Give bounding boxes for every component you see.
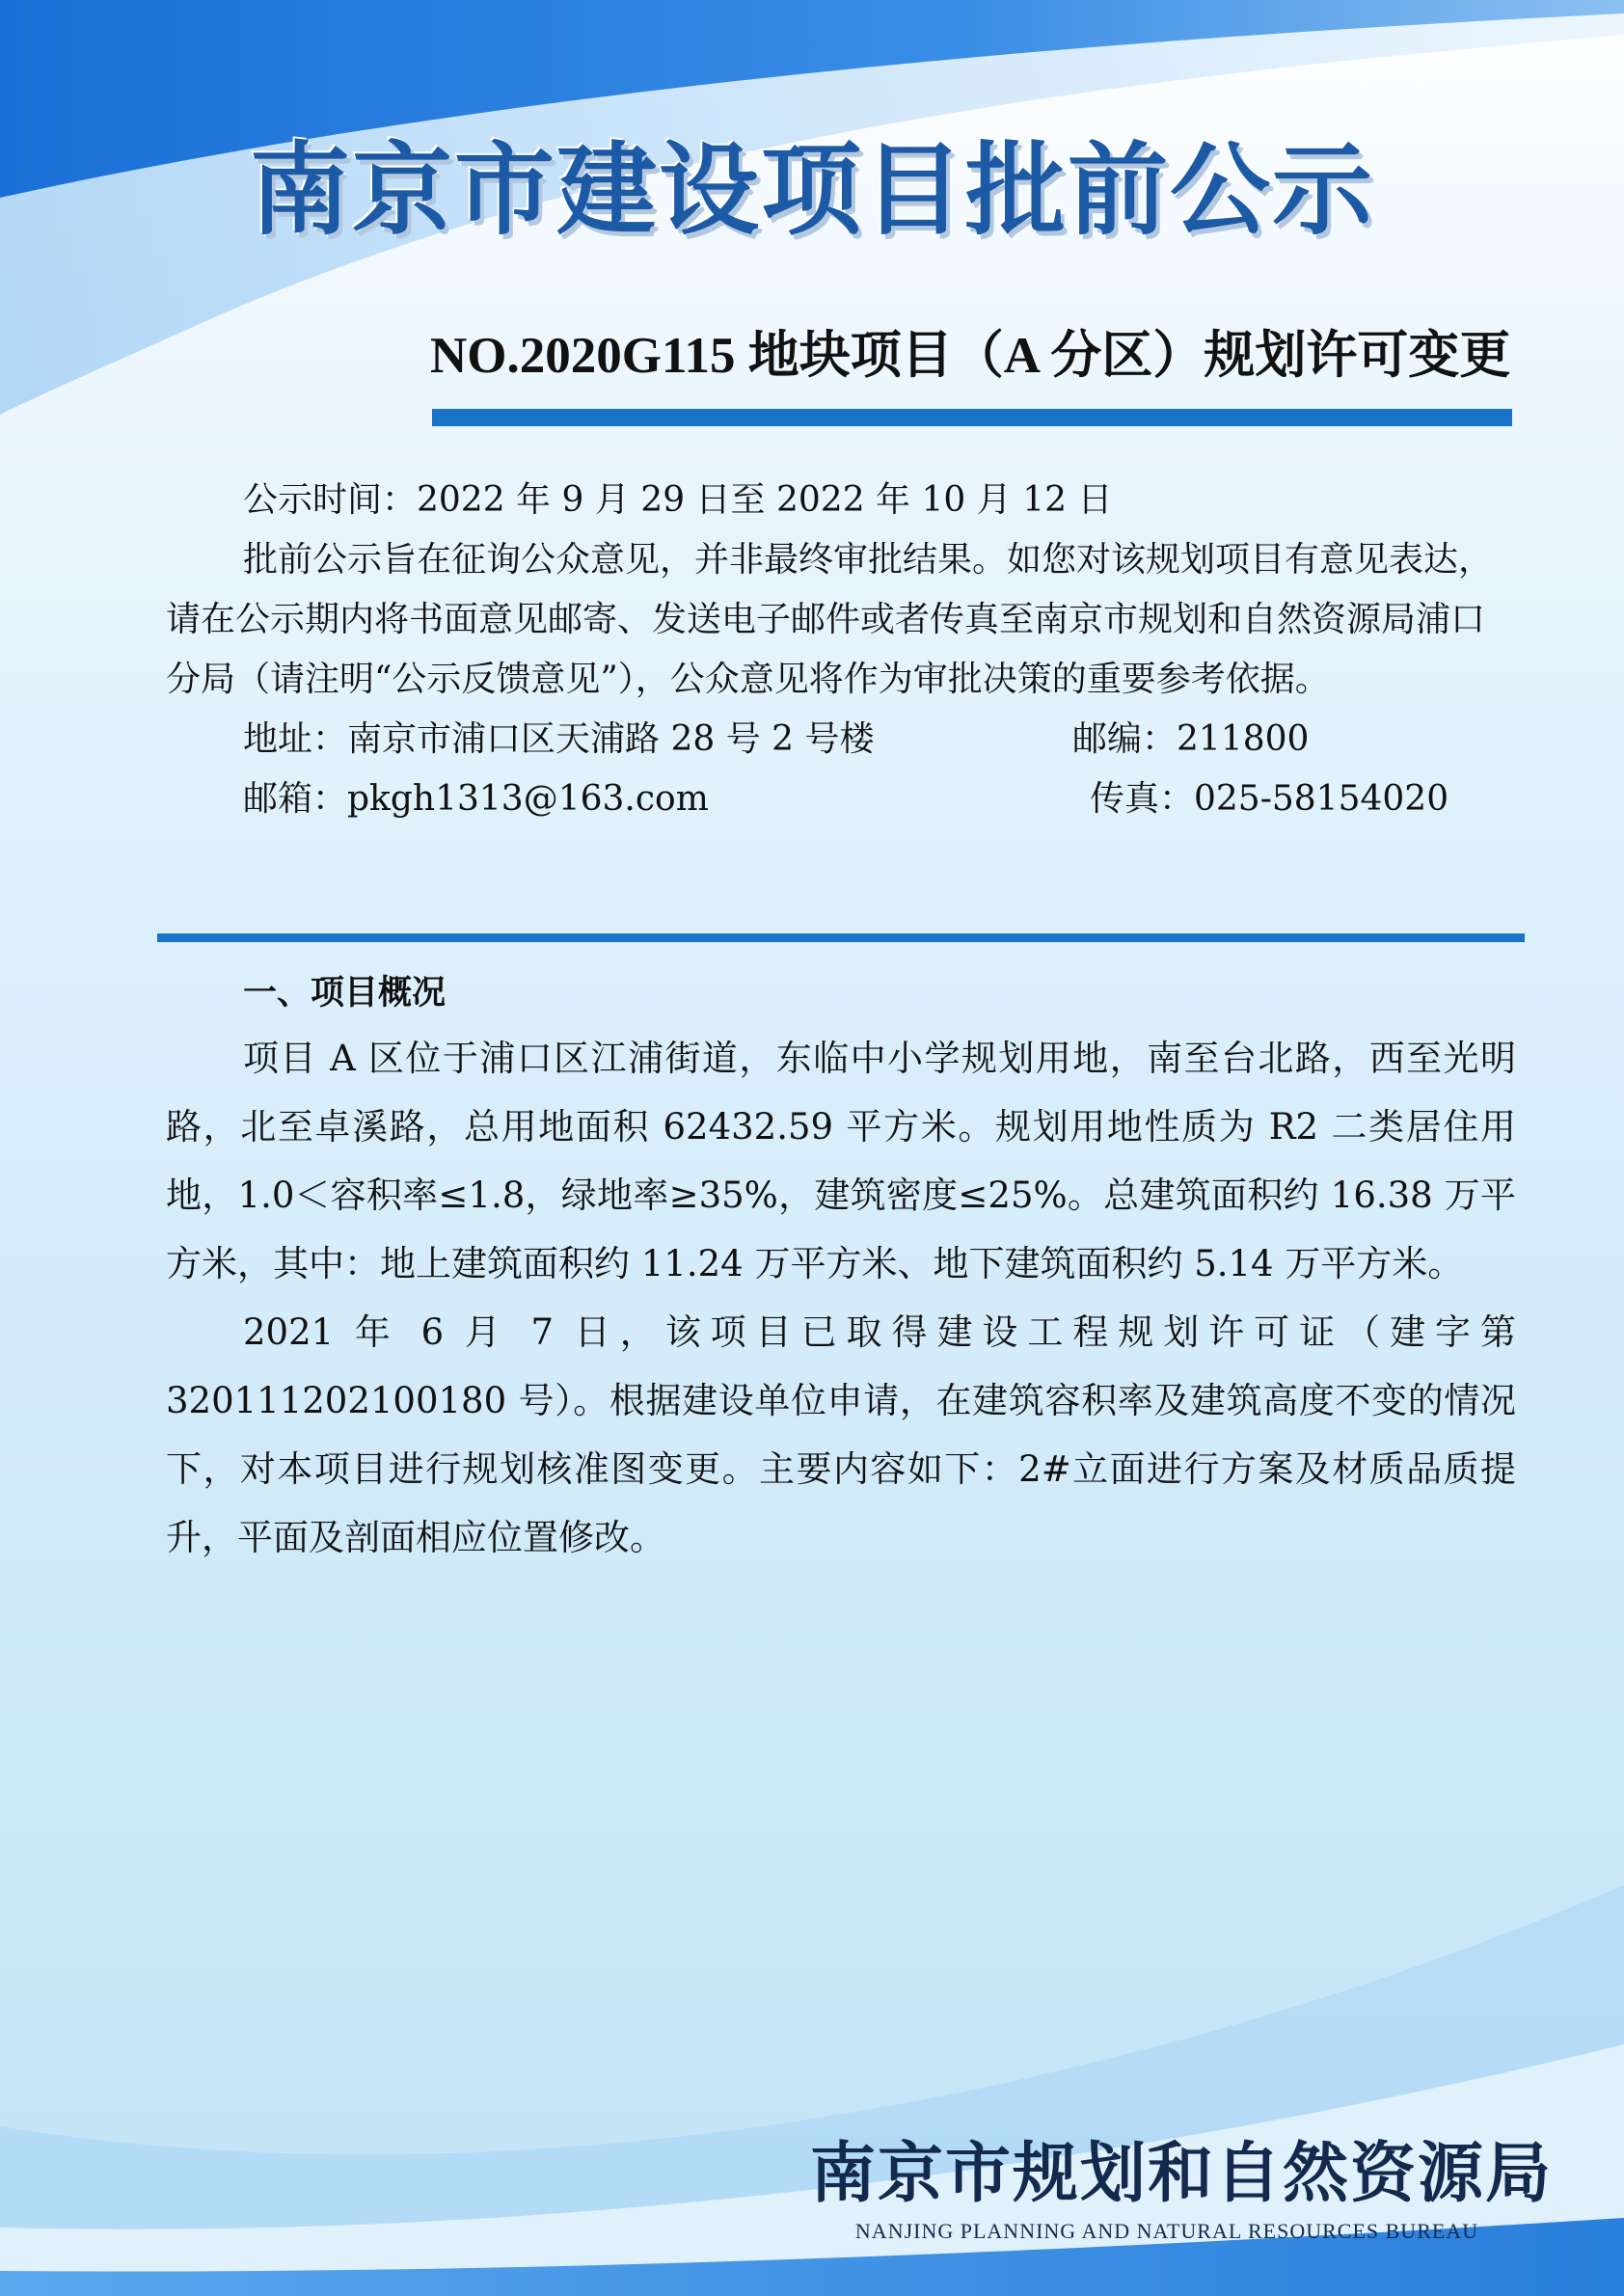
postcode-text: 邮编：211800: [1072, 719, 1310, 759]
address-text: 地址：南京市浦口区天浦路 28 号 2 号楼: [243, 719, 875, 759]
subtitle-underline: [432, 409, 1512, 426]
project-subtitle: NO.2020G115 地块项目（A 分区）规划许可变更: [430, 328, 1511, 384]
issuing-org-english: NANJING PLANNING AND NATURAL RESOURCES BUREAU: [854, 2219, 1479, 2243]
overview-paragraph-1: 项目 A 区位于浦口区江浦街道，东临中小学规划用地，南至台北路，西至光明路，北至卓溪路，总用地面积 62432.59 平方米。规划用地性质为 R2 二类居住用地，1.0＜容积率≤1.8，绿地率≥35%，建筑密度≤25%。总建筑面积约 16.38 万平方米，其中：地上建筑面积约 11.24 万平方米、地下建筑面积约 5.14 万平方米。: [166, 1038, 1516, 1284]
overview-paragraph-2: 2021 年 6 月 7 日，该项目已取得建设工程规划许可证（建字第 320111202100180 号）。根据建设单位申请，在建筑容积率及建筑高度不变的情况下，对本项目进行规划核准图变更。主要内容如下：2#立面进行方案及材质品质提升，平面及剖面相应位置修改。: [166, 1311, 1516, 1558]
section-heading: 一、项目概况: [243, 974, 447, 1013]
notice-period: 公示时间：2022 年 9 月 29 日至 2022 年 10 月 12 日: [243, 480, 1113, 520]
page-title: 南京市建设项目批前公示: [249, 131, 1374, 249]
notice-text: 批前公示旨在征询公众意见，并非最终审批结果。如您对该规划项目有意见表达，请在公示期内将书面意见邮寄、发送电子邮件或者传真至南京市规划和自然资源局浦口分局（请注明“公示反馈意见”），公众意见将作为审批决策的重要参考依据。: [166, 540, 1494, 699]
email-text: 邮箱：pkgh1313@163.com: [243, 779, 709, 819]
issuing-org-name: 南京市规划和自然资源局: [810, 2135, 1554, 2212]
fax-text: 传真：025-58154020: [1090, 779, 1449, 819]
project-overview: [166, 962, 1516, 1572]
contact-row-email: [166, 770, 1516, 829]
section-divider: [157, 933, 1525, 942]
contact-row-address: [166, 710, 1516, 770]
notice-intro: [166, 471, 1516, 829]
